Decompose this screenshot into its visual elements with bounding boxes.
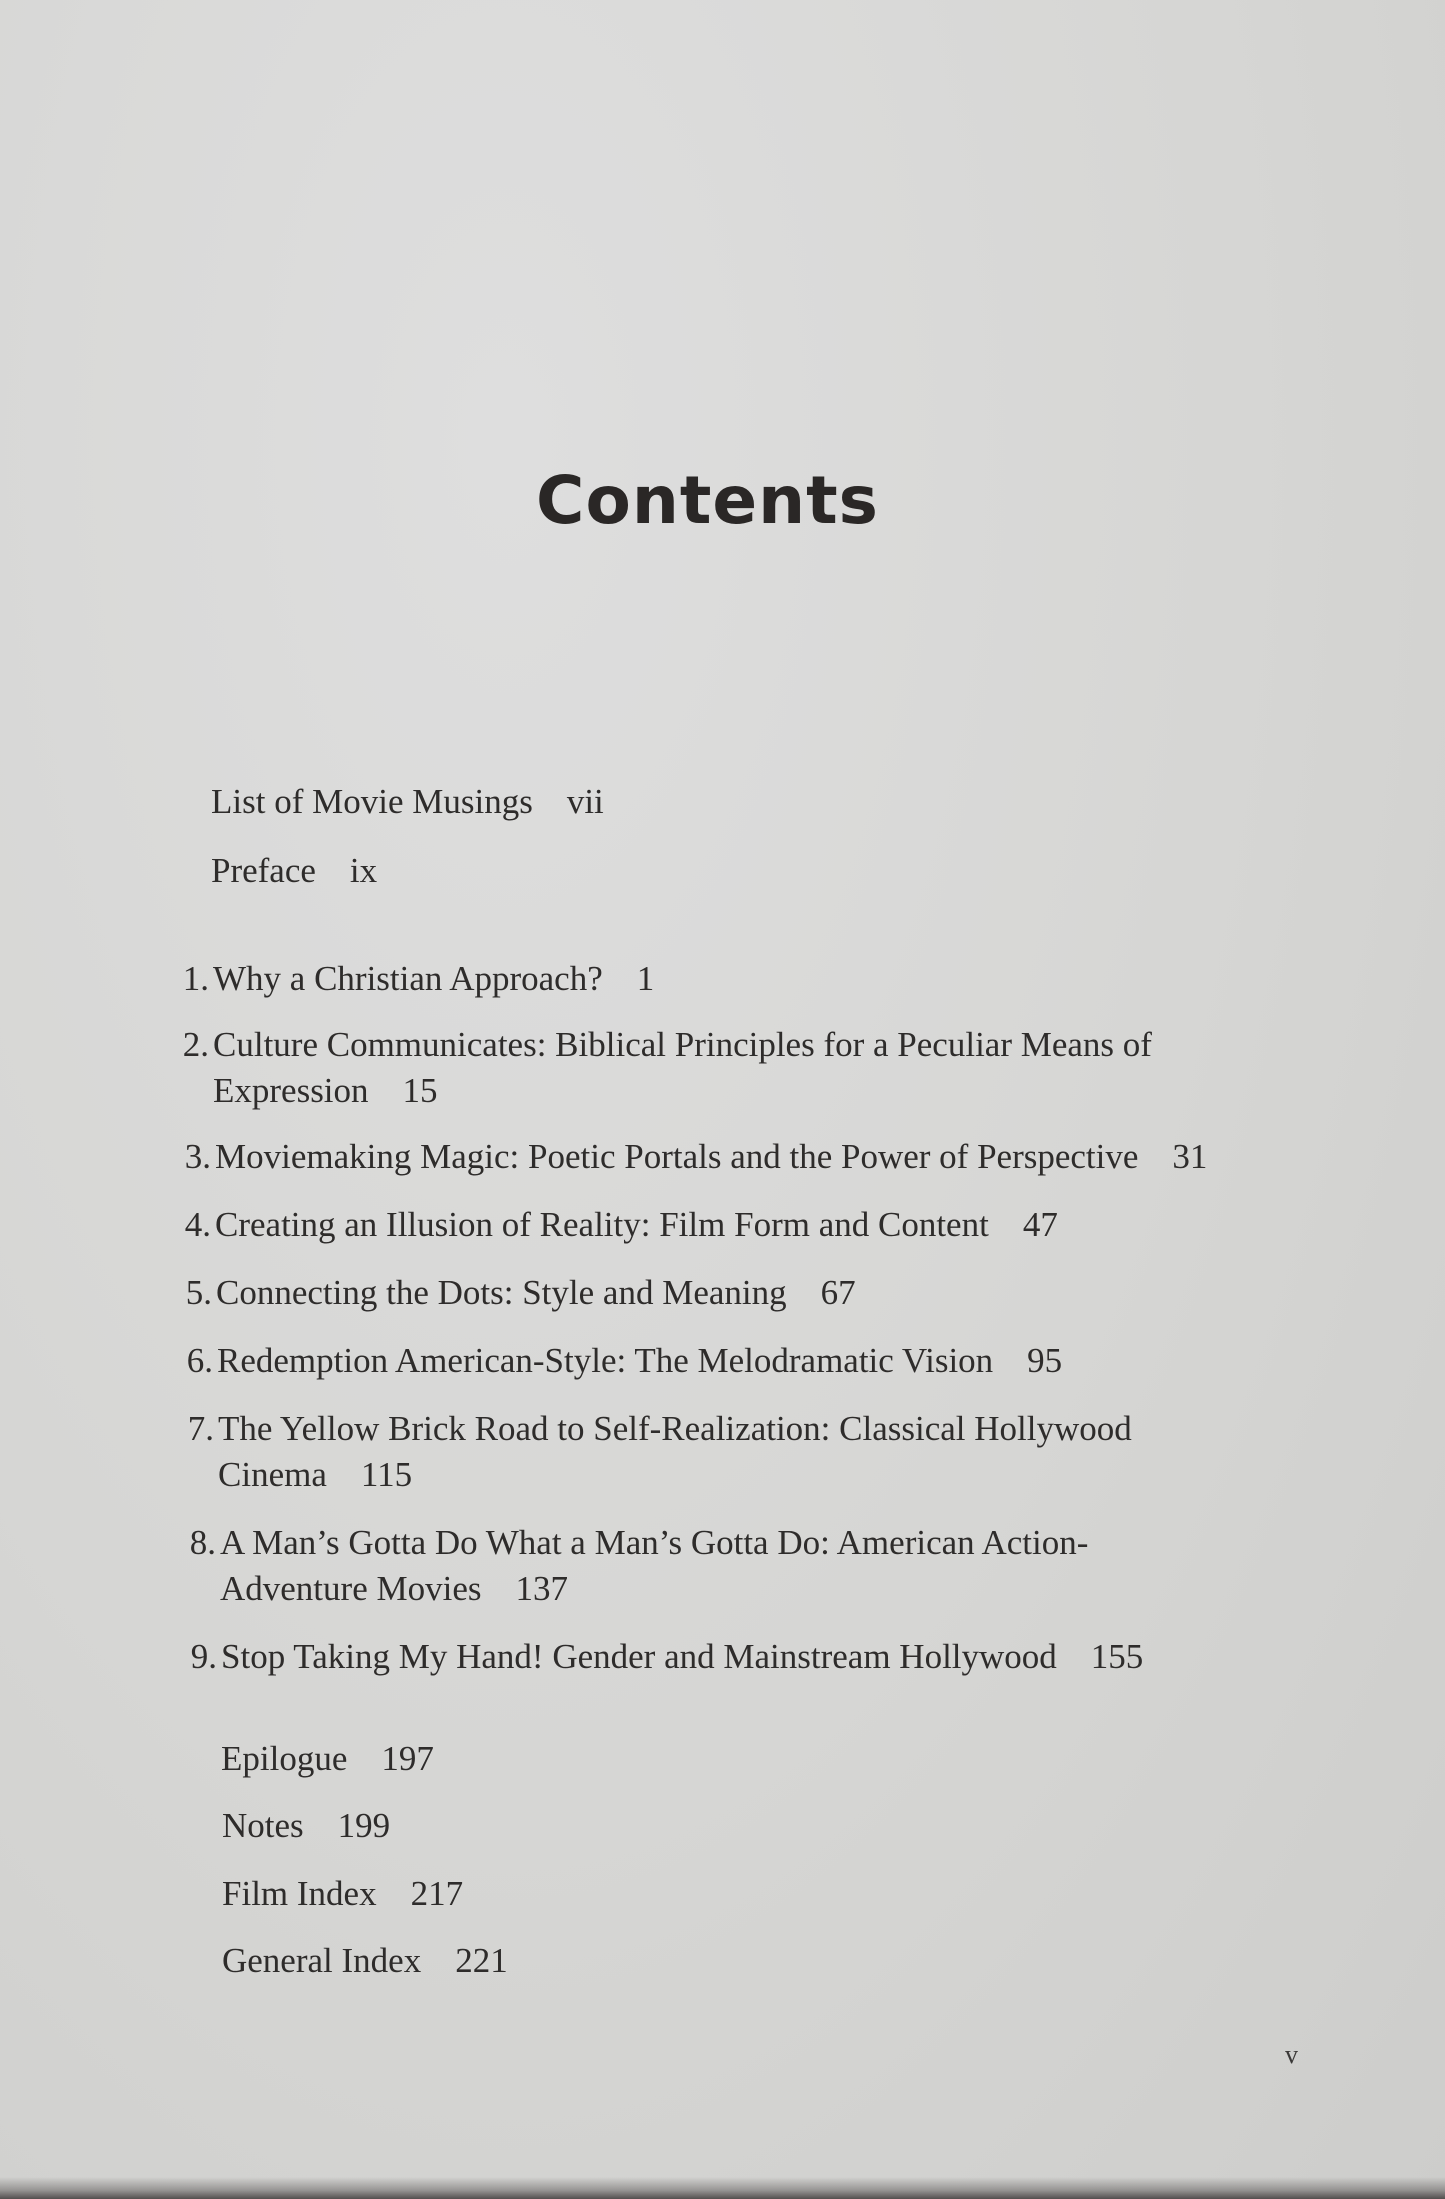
chapter-number: 6. — [186, 1341, 213, 1380]
toc-entry-preface — [211, 848, 377, 894]
chapter-number: 8. — [189, 1523, 216, 1562]
chapter-number: 3. — [184, 1137, 211, 1176]
chapter-number: 2. — [182, 1025, 209, 1064]
chapter-number: 7. — [187, 1409, 214, 1448]
chapter-page: 95 — [1027, 1341, 1063, 1380]
toc-entry-page: 221 — [455, 1941, 508, 1980]
chapter-title: Why a Christian Approach? — [213, 959, 603, 998]
toc-chapter-6 — [186, 1338, 1063, 1384]
toc-entry-page: vii — [566, 782, 604, 821]
toc-entry-page: 199 — [337, 1806, 391, 1845]
chapter-page: 137 — [515, 1569, 568, 1608]
chapter-page: 15 — [402, 1071, 438, 1110]
toc-entry-label: Notes — [222, 1806, 304, 1845]
toc-entry-movie-musings — [211, 779, 604, 825]
chapter-title: Redemption American-Style: The Melodramatic Vision — [217, 1341, 994, 1380]
chapter-number: 9. — [190, 1637, 217, 1676]
chapter-title: Creating an Illusion of Reality: Film Form and Content — [215, 1205, 989, 1244]
chapter-page: 115 — [360, 1455, 413, 1494]
toc-chapter-5 — [185, 1270, 856, 1316]
chapter-number: 5. — [185, 1273, 212, 1312]
toc-entry-page: ix — [349, 851, 378, 890]
toc-entry-page: 197 — [381, 1739, 434, 1778]
chapter-title-line-1: Culture Communicates: Biblical Principles for a Peculiar Means of — [213, 1025, 1152, 1064]
chapter-page: 1 — [636, 959, 655, 998]
toc-chapter-4 — [184, 1202, 1058, 1248]
toc-chapter-8 — [189, 1520, 1089, 1612]
page-title: Contents — [536, 462, 879, 539]
toc-chapter-7 — [187, 1406, 1132, 1498]
page-number: v — [1285, 2040, 1298, 2069]
toc-entry-label: Film Index — [222, 1874, 377, 1913]
chapter-page: 155 — [1090, 1637, 1144, 1676]
toc-entry-notes — [222, 1803, 390, 1849]
toc-chapter-1 — [182, 956, 655, 1002]
toc-chapter-3 — [184, 1134, 1208, 1180]
chapter-number: 4. — [184, 1205, 211, 1244]
chapter-page: 67 — [820, 1273, 856, 1312]
toc-entry-general-index — [222, 1938, 508, 1984]
chapter-title-line-2: Expression — [213, 1071, 369, 1110]
chapter-title: Connecting the Dots: Style and Meaning — [216, 1273, 787, 1312]
toc-chapter-2 — [182, 1022, 1152, 1114]
toc-chapter-9 — [190, 1634, 1144, 1680]
toc-entry-label: List of Movie Musings — [211, 782, 533, 821]
toc-entry-label: Preface — [211, 851, 316, 890]
toc-entry-film-index — [222, 1871, 463, 1917]
chapter-title-line-1: The Yellow Brick Road to Self-Realization: Classical Hollywood — [218, 1409, 1132, 1448]
toc-entry-epilogue — [221, 1736, 434, 1782]
chapter-title: Stop Taking My Hand! Gender and Mainstream Hollywood — [221, 1637, 1057, 1676]
chapter-title-line-2: Adventure Movies — [220, 1569, 482, 1608]
toc-entry-page: 217 — [410, 1874, 464, 1913]
chapter-title-line-2: Cinema — [218, 1455, 327, 1494]
toc-entry-label: General Index — [222, 1941, 422, 1980]
chapter-title-line-1: A Man’s Gotta Do What a Man’s Gotta Do: American Action- — [220, 1523, 1089, 1562]
toc-entry-label: Epilogue — [221, 1739, 348, 1778]
page-edge-shadow — [0, 2177, 1445, 2199]
chapter-page: 31 — [1172, 1137, 1208, 1176]
chapter-number: 1. — [182, 959, 209, 998]
chapter-page: 47 — [1022, 1205, 1058, 1244]
chapter-title: Moviemaking Magic: Poetic Portals and the Power of Perspective — [215, 1137, 1139, 1176]
